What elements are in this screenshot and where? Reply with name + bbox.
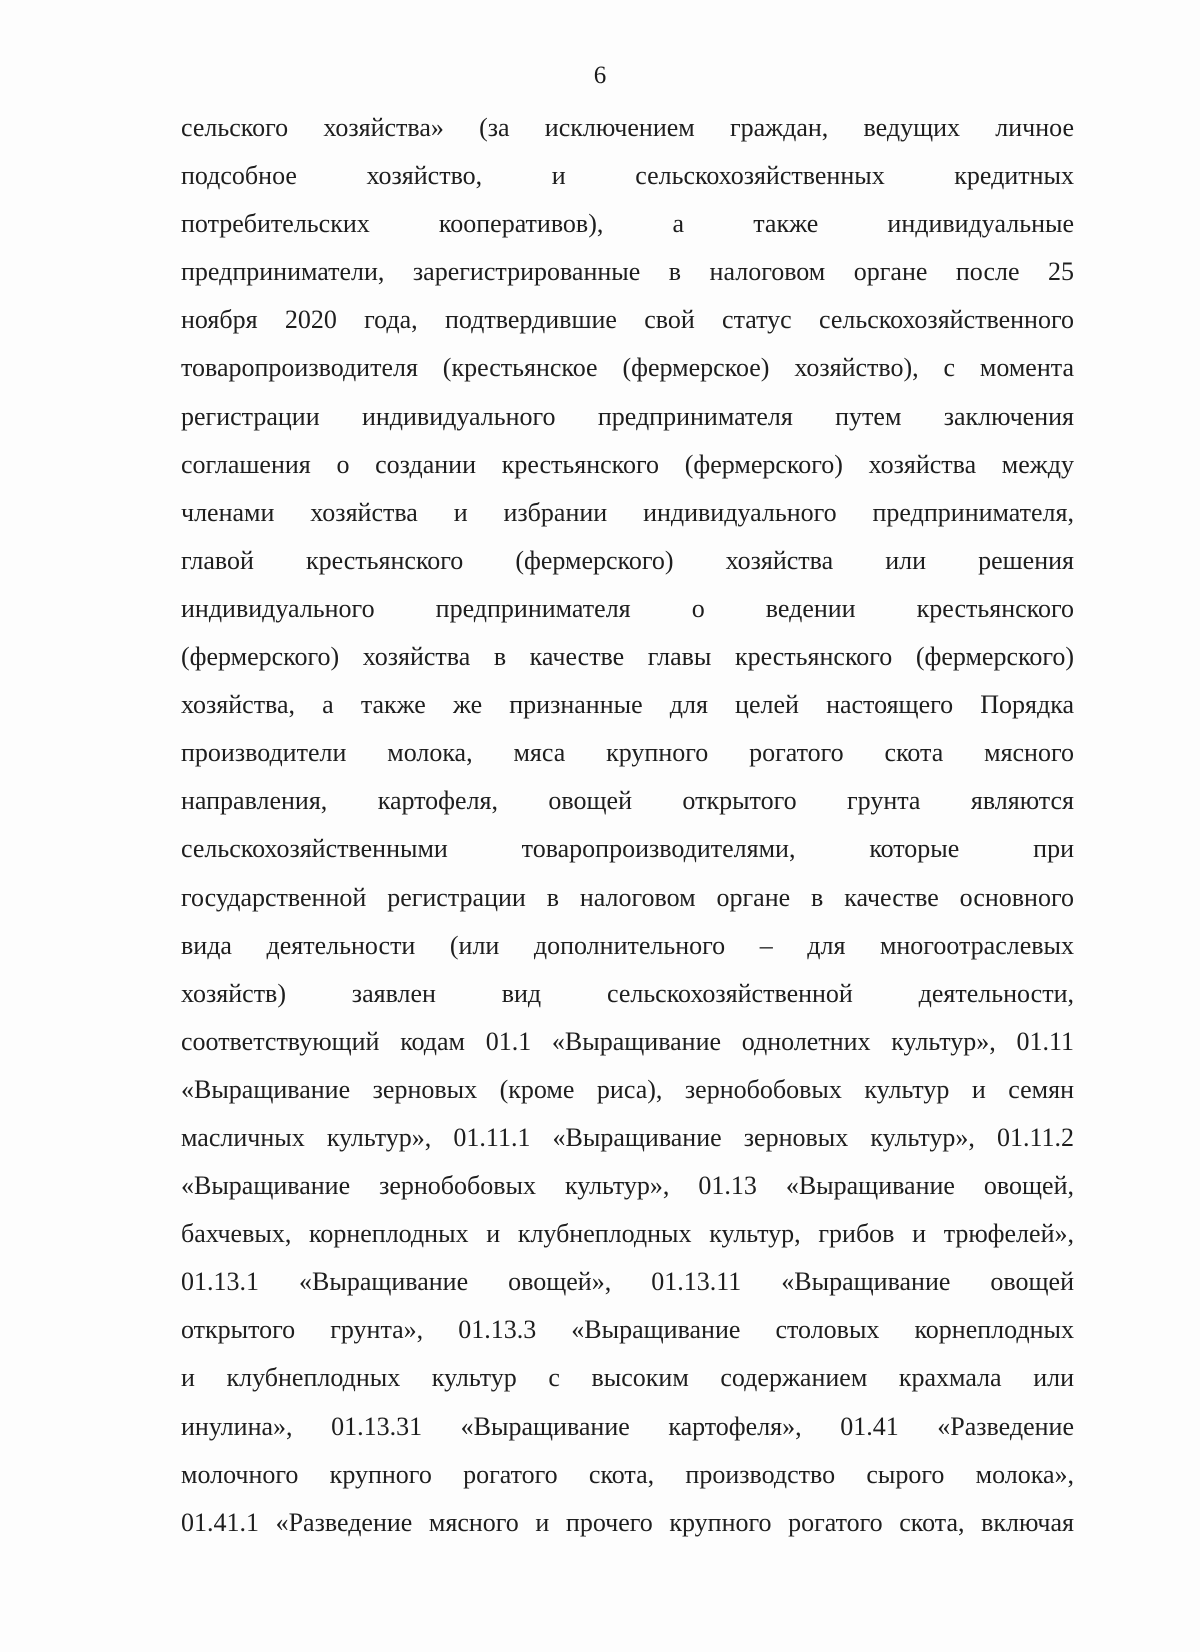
text-line: молочного крупного рогатого скота, производство сырого молока», — [181, 1459, 1074, 1489]
text-line: подсобное хозяйство, и сельскохозяйственных кредитных — [181, 161, 1074, 191]
text-line: государственной регистрации в налоговом органе в качестве основного — [181, 882, 1074, 912]
text-line: предприниматели, зарегистрированные в налоговом органе после 25 — [181, 257, 1074, 287]
text-line: «Выращивание зерновых (кроме риса), зернобобовых культур и семян — [181, 1074, 1074, 1104]
text-line: инулина», 01.13.31 «Выращивание картофеля», 01.41 «Разведение — [181, 1411, 1074, 1441]
text-line: хозяйства, а также же признанные для целей настоящего Порядка — [181, 690, 1074, 720]
text-line: и клубнеплодных культур с высоким содержанием крахмала или — [181, 1363, 1074, 1393]
text-line: соглашения о создании крестьянского (фермерского) хозяйства между — [181, 449, 1074, 479]
page-number: 6 — [593, 62, 607, 89]
text-line: соответствующий кодам 01.1 «Выращивание однолетних культур», 01.11 — [181, 1026, 1074, 1056]
text-line: членами хозяйства и избрании индивидуального предпринимателя, — [181, 497, 1074, 527]
text-line: 01.13.1 «Выращивание овощей», 01.13.11 «Выращивание овощей — [181, 1267, 1074, 1297]
text-line: бахчевых, корнеплодных и клубнеплодных культур, грибов и трюфелей», — [181, 1219, 1074, 1249]
text-line: товаропроизводителя (крестьянское (фермерское) хозяйство), с момента — [181, 353, 1074, 383]
text-line: вида деятельности (или дополнительного – для многоотраслевых — [181, 930, 1074, 960]
text-line: ноября 2020 года, подтвердившие свой статус сельскохозяйственного — [181, 305, 1074, 335]
text-line: индивидуального предпринимателя о ведении крестьянского — [181, 593, 1074, 623]
text-line: потребительских кооперативов), а также индивидуальные — [181, 209, 1074, 239]
text-line: главой крестьянского (фермерского) хозяйства или решения — [181, 545, 1074, 575]
text-line: масличных культур», 01.11.1 «Выращивание зерновых культур», 01.11.2 — [181, 1122, 1074, 1152]
text-line: открытого грунта», 01.13.3 «Выращивание столовых корнеплодных — [181, 1315, 1074, 1345]
text-line: производители молока, мяса крупного рогатого скота мясного — [181, 738, 1074, 768]
text-line: (фермерского) хозяйства в качестве главы крестьянского (фермерского) — [181, 642, 1074, 672]
text-line: «Выращивание зернобобовых культур», 01.13 «Выращивание овощей, — [181, 1171, 1074, 1201]
text-line: сельского хозяйства» (за исключением граждан, ведущих личное — [181, 113, 1074, 142]
text-line: 01.41.1 «Разведение мясного и прочего крупного рогатого скота, включая — [181, 1507, 1074, 1537]
text-line: сельскохозяйственными товаропроизводителями, которые при — [181, 834, 1074, 864]
text-line: направления, картофеля, овощей открытого грунта являются — [181, 786, 1074, 816]
text-line: регистрации индивидуального предпринимателя путем заключения — [181, 401, 1074, 431]
text-line: хозяйств) заявлен вид сельскохозяйственной деятельности, — [181, 978, 1074, 1008]
body-text — [181, 104, 1074, 1547]
